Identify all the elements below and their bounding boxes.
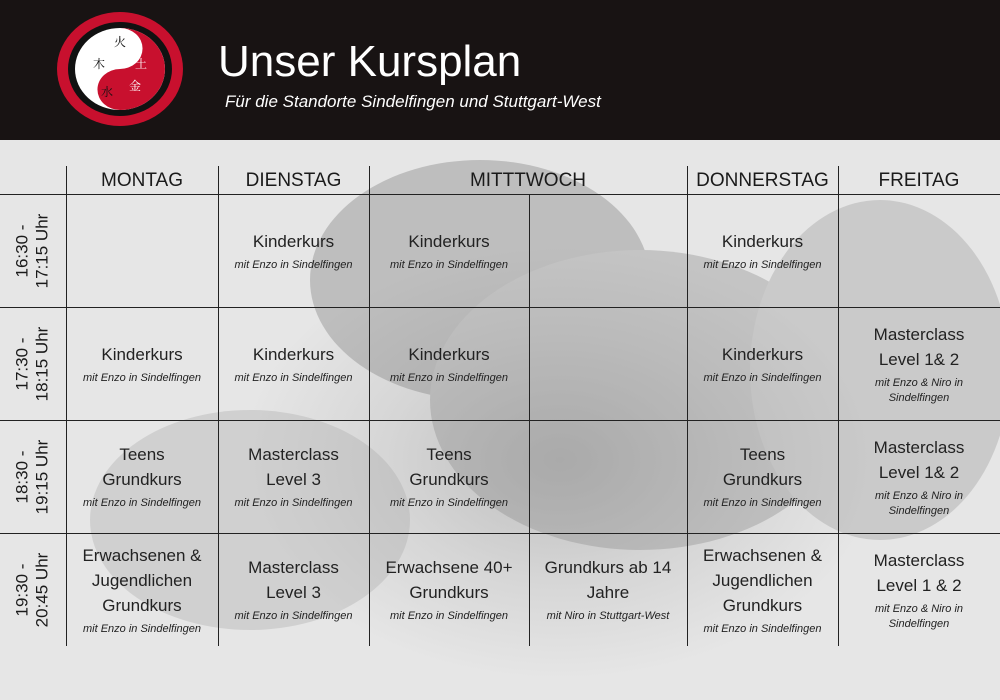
grid-col-line [838, 166, 839, 646]
class-location: mit Enzo in Sindelfingen [82, 497, 201, 509]
class-slot [687, 307, 838, 420]
class-location: mit Enzo in Sindelfingen [82, 622, 201, 635]
day-header-dienstag: DIENSTAG [245, 170, 342, 191]
class-location: mit Enzo in Sindelfingen [703, 258, 822, 271]
grid-row-line [0, 307, 1000, 308]
class-location: mit Enzo in Sindelfingen [703, 497, 822, 509]
class-title: Erwachsenen & Jugendlichen Grundkurs [702, 545, 823, 615]
class-slot [838, 307, 1000, 420]
class-location: mit Enzo in Sindelfingen [389, 371, 508, 384]
time-label [0, 307, 65, 420]
time-label [0, 420, 65, 533]
class-title: Masterclass Level 3 [248, 445, 339, 489]
grid-col-line [218, 166, 219, 646]
class-slot [218, 533, 369, 646]
class-slot [687, 533, 838, 646]
class-title: Teens Grundkurs [409, 445, 489, 489]
class-title: Kinderkurs [252, 344, 335, 364]
svg-text:水: 水 [100, 85, 114, 99]
svg-text:火: 火 [113, 35, 127, 49]
class-slot [218, 307, 369, 420]
class-title: Kinderkurs [721, 231, 804, 251]
svg-text:木: 木 [92, 57, 106, 71]
class-location: mit Enzo in Sindelfingen [234, 497, 353, 509]
class-location: mit Enzo in Sindelfingen [703, 371, 822, 384]
grid-col-line [66, 166, 67, 646]
class-location: mit Enzo in Sindelfingen [234, 258, 353, 271]
class-slot [218, 194, 369, 307]
time-label-text: 17:30 - 18:15 Uhr [12, 326, 52, 401]
class-slot [369, 533, 529, 646]
class-title: Erwachsene 40+ Grundkurs [385, 558, 513, 602]
class-slot [66, 533, 218, 646]
page-title: Unser Kursplan [218, 37, 522, 86]
day-header-freitag: FREITAG [878, 170, 960, 191]
svg-text:土: 土 [134, 57, 148, 71]
class-location: mit Niro in Stuttgart-West [546, 610, 670, 622]
class-location: mit Enzo & Niro in Sindelfingen [874, 602, 964, 630]
class-location: mit Enzo in Sindelfingen [234, 371, 353, 384]
grid-row-line [0, 533, 1000, 534]
class-title: Kinderkurs [252, 231, 335, 251]
page-subtitle: Für die Standorte Sindelfingen und Stuttgart-West [225, 92, 601, 111]
class-location: mit Enzo in Sindelfingen [389, 258, 508, 271]
class-title: Masterclass Level 3 [248, 558, 339, 602]
class-location: mit Enzo & Niro in Sindelfingen [874, 489, 964, 517]
class-title: Kinderkurs [721, 344, 804, 364]
time-label [0, 533, 65, 646]
grid-row-line [0, 420, 1000, 421]
time-label-text: 19:30 - 20:45 Uhr [12, 552, 52, 627]
day-header-donnerstag: DONNERSTAG [696, 170, 829, 191]
class-slot [369, 194, 529, 307]
class-slot [369, 307, 529, 420]
day-header-mitttwoch: MITTTWOCH [469, 170, 587, 191]
grid-row-line [0, 194, 1000, 195]
class-slot [687, 420, 838, 533]
class-title: Kinderkurs [408, 344, 490, 364]
time-label [0, 194, 65, 307]
class-title: Masterclass Level 1& 2 [873, 324, 965, 369]
class-slot [838, 420, 1000, 533]
class-location: mit Enzo in Sindelfingen [703, 622, 822, 635]
class-slot [218, 420, 369, 533]
class-location: mit Enzo in Sindelfingen [389, 497, 508, 509]
class-title: Masterclass Level 1& 2 [873, 437, 965, 482]
class-slot [369, 420, 529, 533]
class-slot [838, 533, 1000, 646]
class-location: mit Enzo in Sindelfingen [234, 610, 353, 622]
time-label-text: 16:30 - 17:15 Uhr [12, 213, 52, 288]
class-location: mit Enzo in Sindelfingen [82, 371, 201, 384]
day-header-montag: MONTAG [101, 170, 183, 191]
grid-col-line [369, 166, 370, 646]
class-slot [687, 194, 838, 307]
grid-col-line [687, 166, 688, 646]
class-title: Teens Grundkurs [102, 445, 182, 489]
class-title: Teens Grundkurs [722, 445, 803, 489]
class-title: Kinderkurs [408, 231, 490, 251]
class-location: mit Enzo & Niro in Sindelfingen [874, 376, 964, 404]
class-location: mit Enzo in Sindelfingen [389, 610, 508, 622]
grid-col-line [529, 194, 530, 646]
class-title: Erwachsenen & Jugendlichen Grundkurs [82, 545, 202, 615]
class-title: Kinderkurs [101, 344, 183, 364]
svg-text:金: 金 [128, 79, 142, 93]
class-slot [66, 420, 218, 533]
time-label-text: 18:30 - 19:15 Uhr [12, 439, 52, 514]
class-slot [529, 533, 687, 646]
class-title: Grundkurs ab 14 Jahre [544, 558, 672, 602]
logo-icon [55, 10, 185, 128]
class-slot [66, 307, 218, 420]
header-bar [0, 0, 1000, 140]
class-title: Masterclass Level 1 & 2 [873, 550, 965, 595]
